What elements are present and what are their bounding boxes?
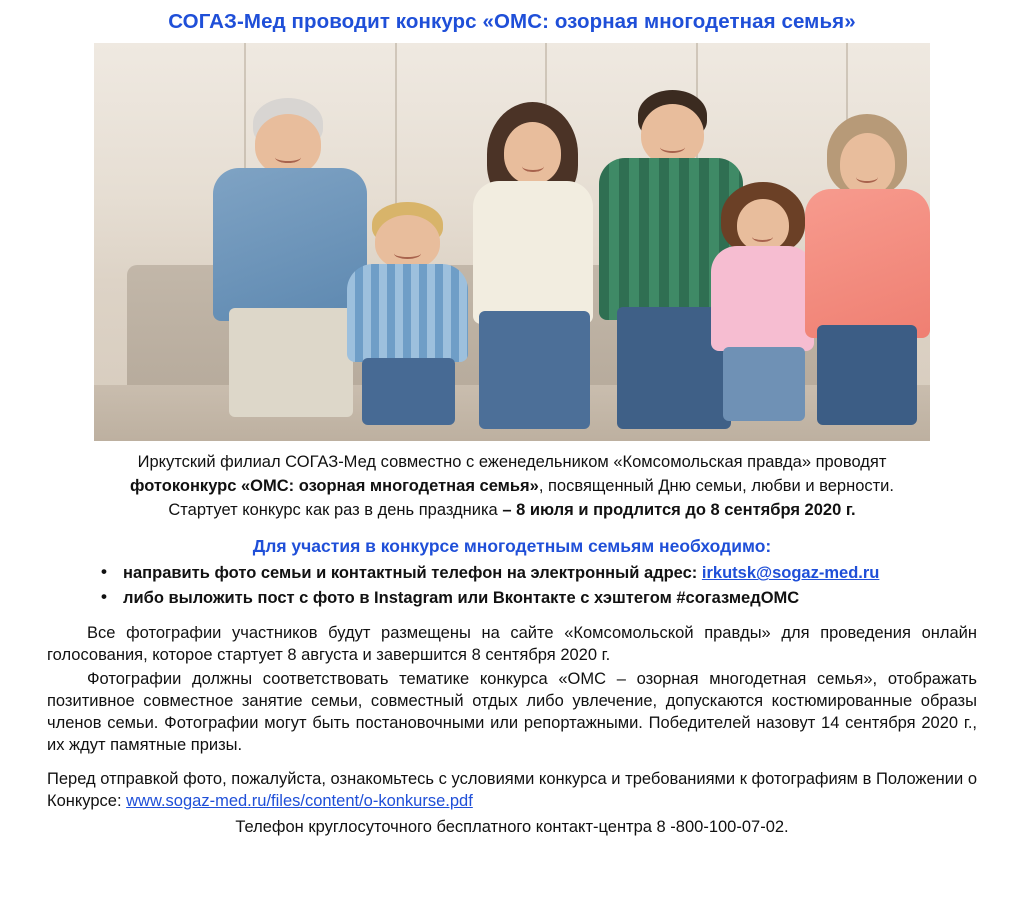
jeans [362,358,455,425]
footer-paragraph [47,768,977,812]
paragraph-1: Все фотографии участников будут размещены на сайте «Комсомольской правды» для проведения онлайн голосования, которое стартует 8 августа и завершится 8 сентября 2020 г. [47,623,977,664]
blouse [805,189,930,338]
head [375,215,440,268]
person-grandmother [805,114,930,424]
head [840,133,895,195]
intro-line-2 [47,475,977,497]
intro-line-1: Иркутский филиал СОГАЗ-Мед совместно с еженедельником «Комсомольская правда» проводят [137,452,887,471]
participation-heading: Для участия в конкурсе многодетным семьям необходимо: [252,535,772,556]
page-title: СОГАЗ-Мед проводит конкурс «ОМС: озорная многодетная семья» [168,10,856,33]
shirt [213,168,367,321]
top [473,181,592,325]
intro-line-3 [47,499,977,521]
bullet-2-text: либо выложить пост с фото в Instagram или Вконтакте с хэштегом #согазмедОМС [123,589,800,608]
paragraph-2: Фотографии должны соответствовать тематике конкурса «ОМС – озорная многодетная семья», отображать позитивное совместное занятие семьи, совместный отдых либо увлечение, допускаются костюмированные образы членов семьи. Фотографии могут быть постановочными или репортажными. Победителей назовут 14 сентября 2020 г., их ждут памятные призы. [47,669,977,755]
head [641,104,704,165]
article-body [47,451,977,839]
jeans [723,347,805,421]
smile [660,142,685,154]
intro-line-2-rest: , посвященный Дню семьи, любви и верности. [538,476,894,495]
jeans [479,311,590,428]
regulations-link[interactable]: www.sogaz-med.ru/files/content/o-konkurse.pdf [126,792,473,811]
email-link[interactable]: irkutsk@sogaz-med.ru [701,564,880,583]
trousers [229,308,353,416]
participation-list [47,562,977,609]
family-photo [94,43,930,441]
intro-bold-contest-name: фотоконкурс «ОМС: озорная многодетная семья» [130,476,539,495]
plaid-shirt [347,264,467,362]
head [504,122,561,184]
list-item [101,587,977,609]
photo-background [94,43,930,441]
intro-line-3-plain: Стартует конкурс как раз в день праздника [168,500,498,519]
smile [275,152,302,164]
head [737,199,788,252]
smile [394,248,420,259]
list-item [101,562,977,584]
contact-phone-line: Телефон круглосуточного бесплатного контакт-центра 8 -800-100-07-02. [235,818,789,837]
smile [856,171,878,183]
head [255,114,322,174]
person-mother [462,102,604,428]
smile [522,160,545,172]
footer-text: Перед отправкой фото, пожалуйста, ознакомьтесь с условиями конкурса и требованиями к фотографиям в Положении о Конкурсе: [47,770,977,811]
dress [711,246,814,351]
smile [752,231,773,241]
bullet-1-text: направить фото семьи и контактный телефон на электронный адрес: [123,564,702,583]
intro-line-3-bold: – 8 июля и продлится до 8 сентября 2020 г. [502,500,856,519]
jeans [817,325,917,424]
person-boy [345,202,470,425]
